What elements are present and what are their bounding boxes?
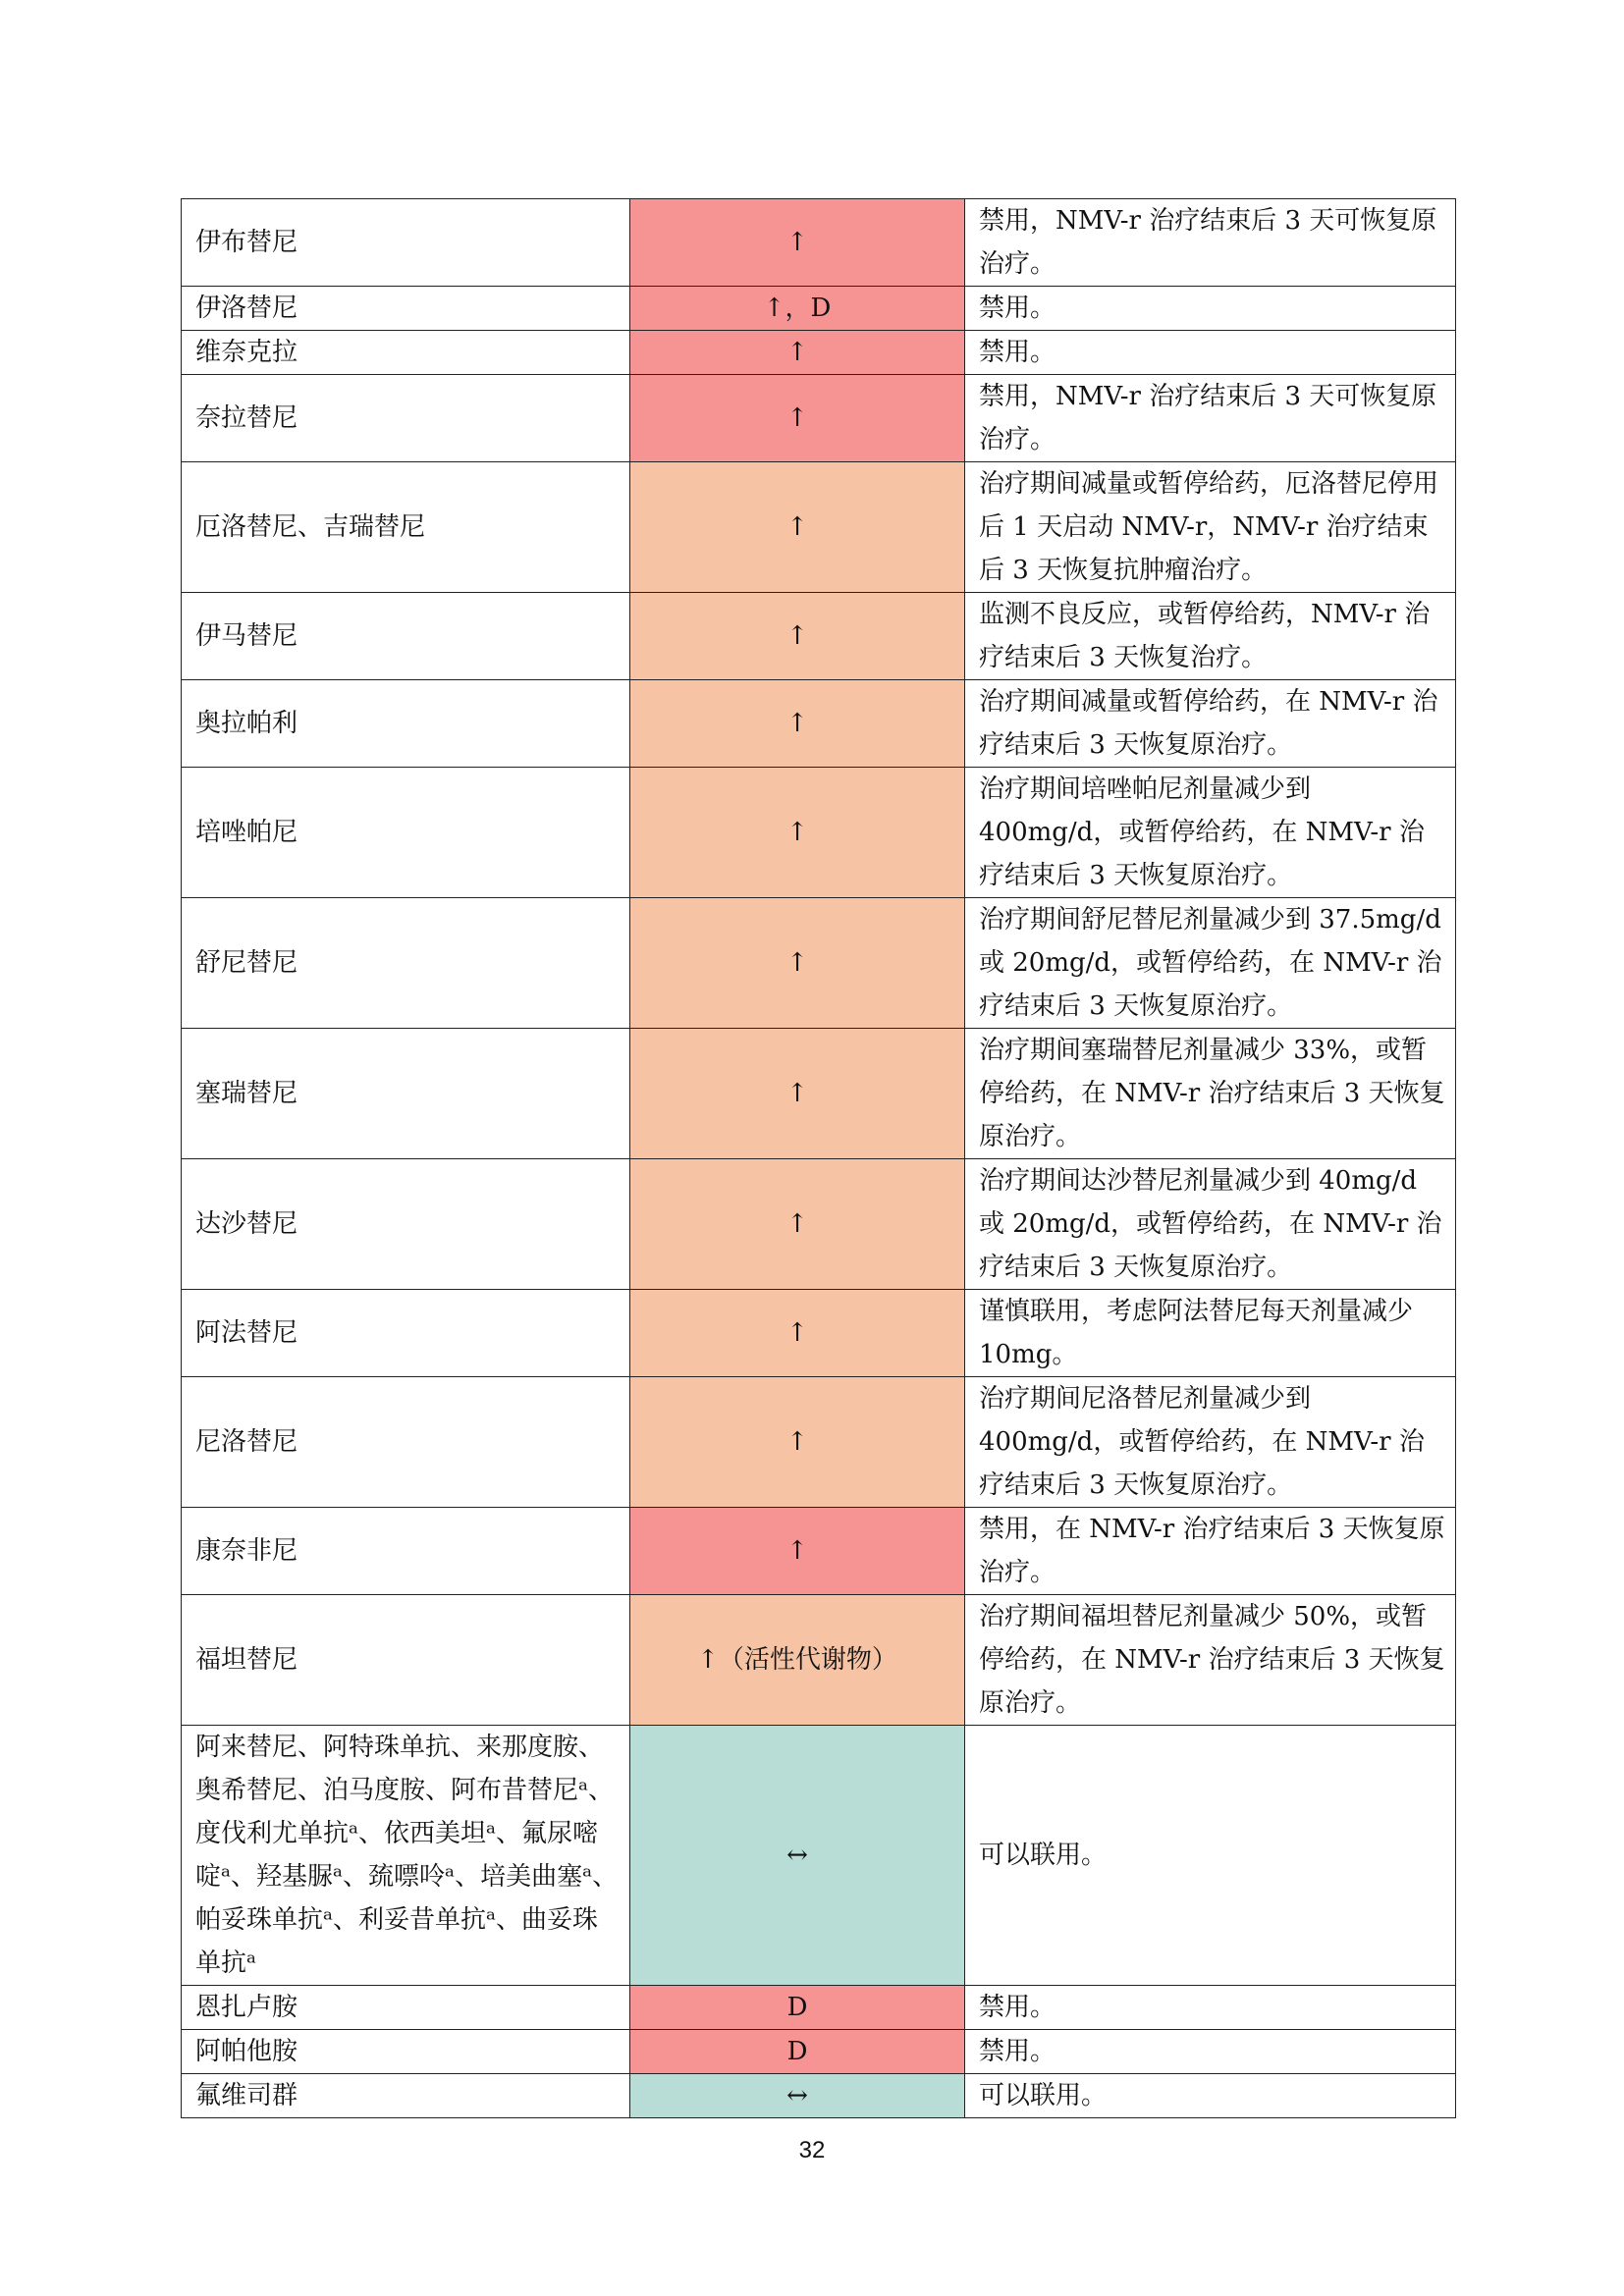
- table-row: [182, 1029, 1456, 1159]
- table-row: [182, 2030, 1456, 2074]
- drug-name-cell: 福坦替尼: [182, 1595, 630, 1726]
- drug-name-cell: 伊马替尼: [182, 593, 630, 680]
- recommendation-cell: 治疗期间福坦替尼剂量减少 50%，或暂停给药，在 NMV-r 治疗结束后 3 天恢复原治疗。: [965, 1595, 1456, 1726]
- drug-interaction-table: [181, 198, 1456, 2118]
- interaction-effect-cell: D: [630, 2030, 965, 2074]
- table-row: [182, 768, 1456, 898]
- interaction-effect-cell: ↑: [630, 768, 965, 898]
- drug-name-cell: 尼洛替尼: [182, 1377, 630, 1508]
- drug-name-cell: 奈拉替尼: [182, 375, 630, 462]
- drug-name-cell: 阿来替尼、阿特珠单抗、来那度胺、奥希替尼、泊马度胺、阿布昔替尼ᵃ、度伐利尤单抗ᵃ、依西美坦ᵃ、氟尿嘧啶ᵃ、羟基脲ᵃ、巯嘌呤ᵃ、培美曲塞ᵃ、帕妥珠单抗ᵃ、利妥昔单抗ᵃ、曲妥珠单抗ᵃ: [182, 1726, 630, 1986]
- recommendation-cell: 治疗期间尼洛替尼剂量减少到 400mg/d，或暂停给药，在 NMV-r 治疗结束后 3 天恢复原治疗。: [965, 1377, 1456, 1508]
- recommendation-cell: 治疗期间塞瑞替尼剂量减少 33%，或暂停给药，在 NMV-r 治疗结束后 3 天恢复原治疗。: [965, 1029, 1456, 1159]
- recommendation-cell: 谨慎联用，考虑阿法替尼每天剂量减少 10mg。: [965, 1290, 1456, 1377]
- interaction-effect-cell: ↑，D: [630, 287, 965, 331]
- table-row: [182, 1159, 1456, 1290]
- recommendation-cell: 治疗期间培唑帕尼剂量减少到 400mg/d，或暂停给药，在 NMV-r 治疗结束后 3 天恢复原治疗。: [965, 768, 1456, 898]
- drug-name-cell: 达沙替尼: [182, 1159, 630, 1290]
- interaction-effect-cell: D: [630, 1986, 965, 2030]
- table-row: [182, 1290, 1456, 1377]
- table-row: [182, 331, 1456, 375]
- recommendation-cell: 治疗期间减量或暂停给药，厄洛替尼停用后 1 天启动 NMV-r，NMV-r 治疗结束后 3 天恢复抗肿瘤治疗。: [965, 462, 1456, 593]
- recommendation-cell: 禁用。: [965, 1986, 1456, 2030]
- table-row: [182, 1508, 1456, 1595]
- drug-name-cell: 恩扎卢胺: [182, 1986, 630, 2030]
- recommendation-cell: 禁用，NMV-r 治疗结束后 3 天可恢复原治疗。: [965, 199, 1456, 287]
- interaction-effect-cell: ↑: [630, 1508, 965, 1595]
- recommendation-cell: 治疗期间减量或暂停给药，在 NMV-r 治疗结束后 3 天恢复原治疗。: [965, 680, 1456, 768]
- table-row: [182, 1377, 1456, 1508]
- recommendation-cell: 可以联用。: [965, 2074, 1456, 2118]
- drug-name-cell: 伊布替尼: [182, 199, 630, 287]
- interaction-effect-cell: ↑: [630, 331, 965, 375]
- interaction-effect-cell: ↑（活性代谢物）: [630, 1595, 965, 1726]
- table-row: [182, 375, 1456, 462]
- drug-name-cell: 塞瑞替尼: [182, 1029, 630, 1159]
- interaction-effect-cell: ↑: [630, 1290, 965, 1377]
- drug-name-cell: 康奈非尼: [182, 1508, 630, 1595]
- interaction-effect-cell: ↔: [630, 1726, 965, 1986]
- recommendation-cell: 治疗期间达沙替尼剂量减少到 40mg/d 或 20mg/d，或暂停给药，在 NMV-r 治疗结束后 3 天恢复原治疗。: [965, 1159, 1456, 1290]
- recommendation-cell: 治疗期间舒尼替尼剂量减少到 37.5mg/d 或 20mg/d，或暂停给药，在 NMV-r 治疗结束后 3 天恢复原治疗。: [965, 898, 1456, 1029]
- drug-name-cell: 维奈克拉: [182, 331, 630, 375]
- table-row: [182, 199, 1456, 287]
- table-row: [182, 593, 1456, 680]
- table-row: [182, 2074, 1456, 2118]
- recommendation-cell: 禁用，在 NMV-r 治疗结束后 3 天恢复原治疗。: [965, 1508, 1456, 1595]
- recommendation-cell: 可以联用。: [965, 1726, 1456, 1986]
- drug-name-cell: 阿帕他胺: [182, 2030, 630, 2074]
- drug-name-cell: 氟维司群: [182, 2074, 630, 2118]
- interaction-effect-cell: ↑: [630, 898, 965, 1029]
- interaction-effect-cell: ↑: [630, 375, 965, 462]
- drug-name-cell: 奥拉帕利: [182, 680, 630, 768]
- interaction-effect-cell: ↑: [630, 593, 965, 680]
- table-row: [182, 1595, 1456, 1726]
- drug-name-cell: 培唑帕尼: [182, 768, 630, 898]
- drug-name-cell: 舒尼替尼: [182, 898, 630, 1029]
- interaction-effect-cell: ↑: [630, 1029, 965, 1159]
- table-row: [182, 462, 1456, 593]
- recommendation-cell: 禁用。: [965, 2030, 1456, 2074]
- table-row: [182, 1726, 1456, 1986]
- recommendation-cell: 禁用。: [965, 331, 1456, 375]
- drug-name-cell: 厄洛替尼、吉瑞替尼: [182, 462, 630, 593]
- interaction-effect-cell: ↑: [630, 462, 965, 593]
- interaction-effect-cell: ↑: [630, 1377, 965, 1508]
- page-number: 32: [798, 2137, 826, 2163]
- recommendation-cell: 禁用，NMV-r 治疗结束后 3 天可恢复原治疗。: [965, 375, 1456, 462]
- interaction-effect-cell: ↔: [630, 2074, 965, 2118]
- drug-name-cell: 伊洛替尼: [182, 287, 630, 331]
- recommendation-cell: 监测不良反应，或暂停给药，NMV-r 治疗结束后 3 天恢复治疗。: [965, 593, 1456, 680]
- table-row: [182, 287, 1456, 331]
- table-row: [182, 1986, 1456, 2030]
- interaction-effect-cell: ↑: [630, 1159, 965, 1290]
- interaction-effect-cell: ↑: [630, 199, 965, 287]
- table-row: [182, 898, 1456, 1029]
- table-row: [182, 680, 1456, 768]
- interaction-effect-cell: ↑: [630, 680, 965, 768]
- recommendation-cell: 禁用。: [965, 287, 1456, 331]
- drug-name-cell: 阿法替尼: [182, 1290, 630, 1377]
